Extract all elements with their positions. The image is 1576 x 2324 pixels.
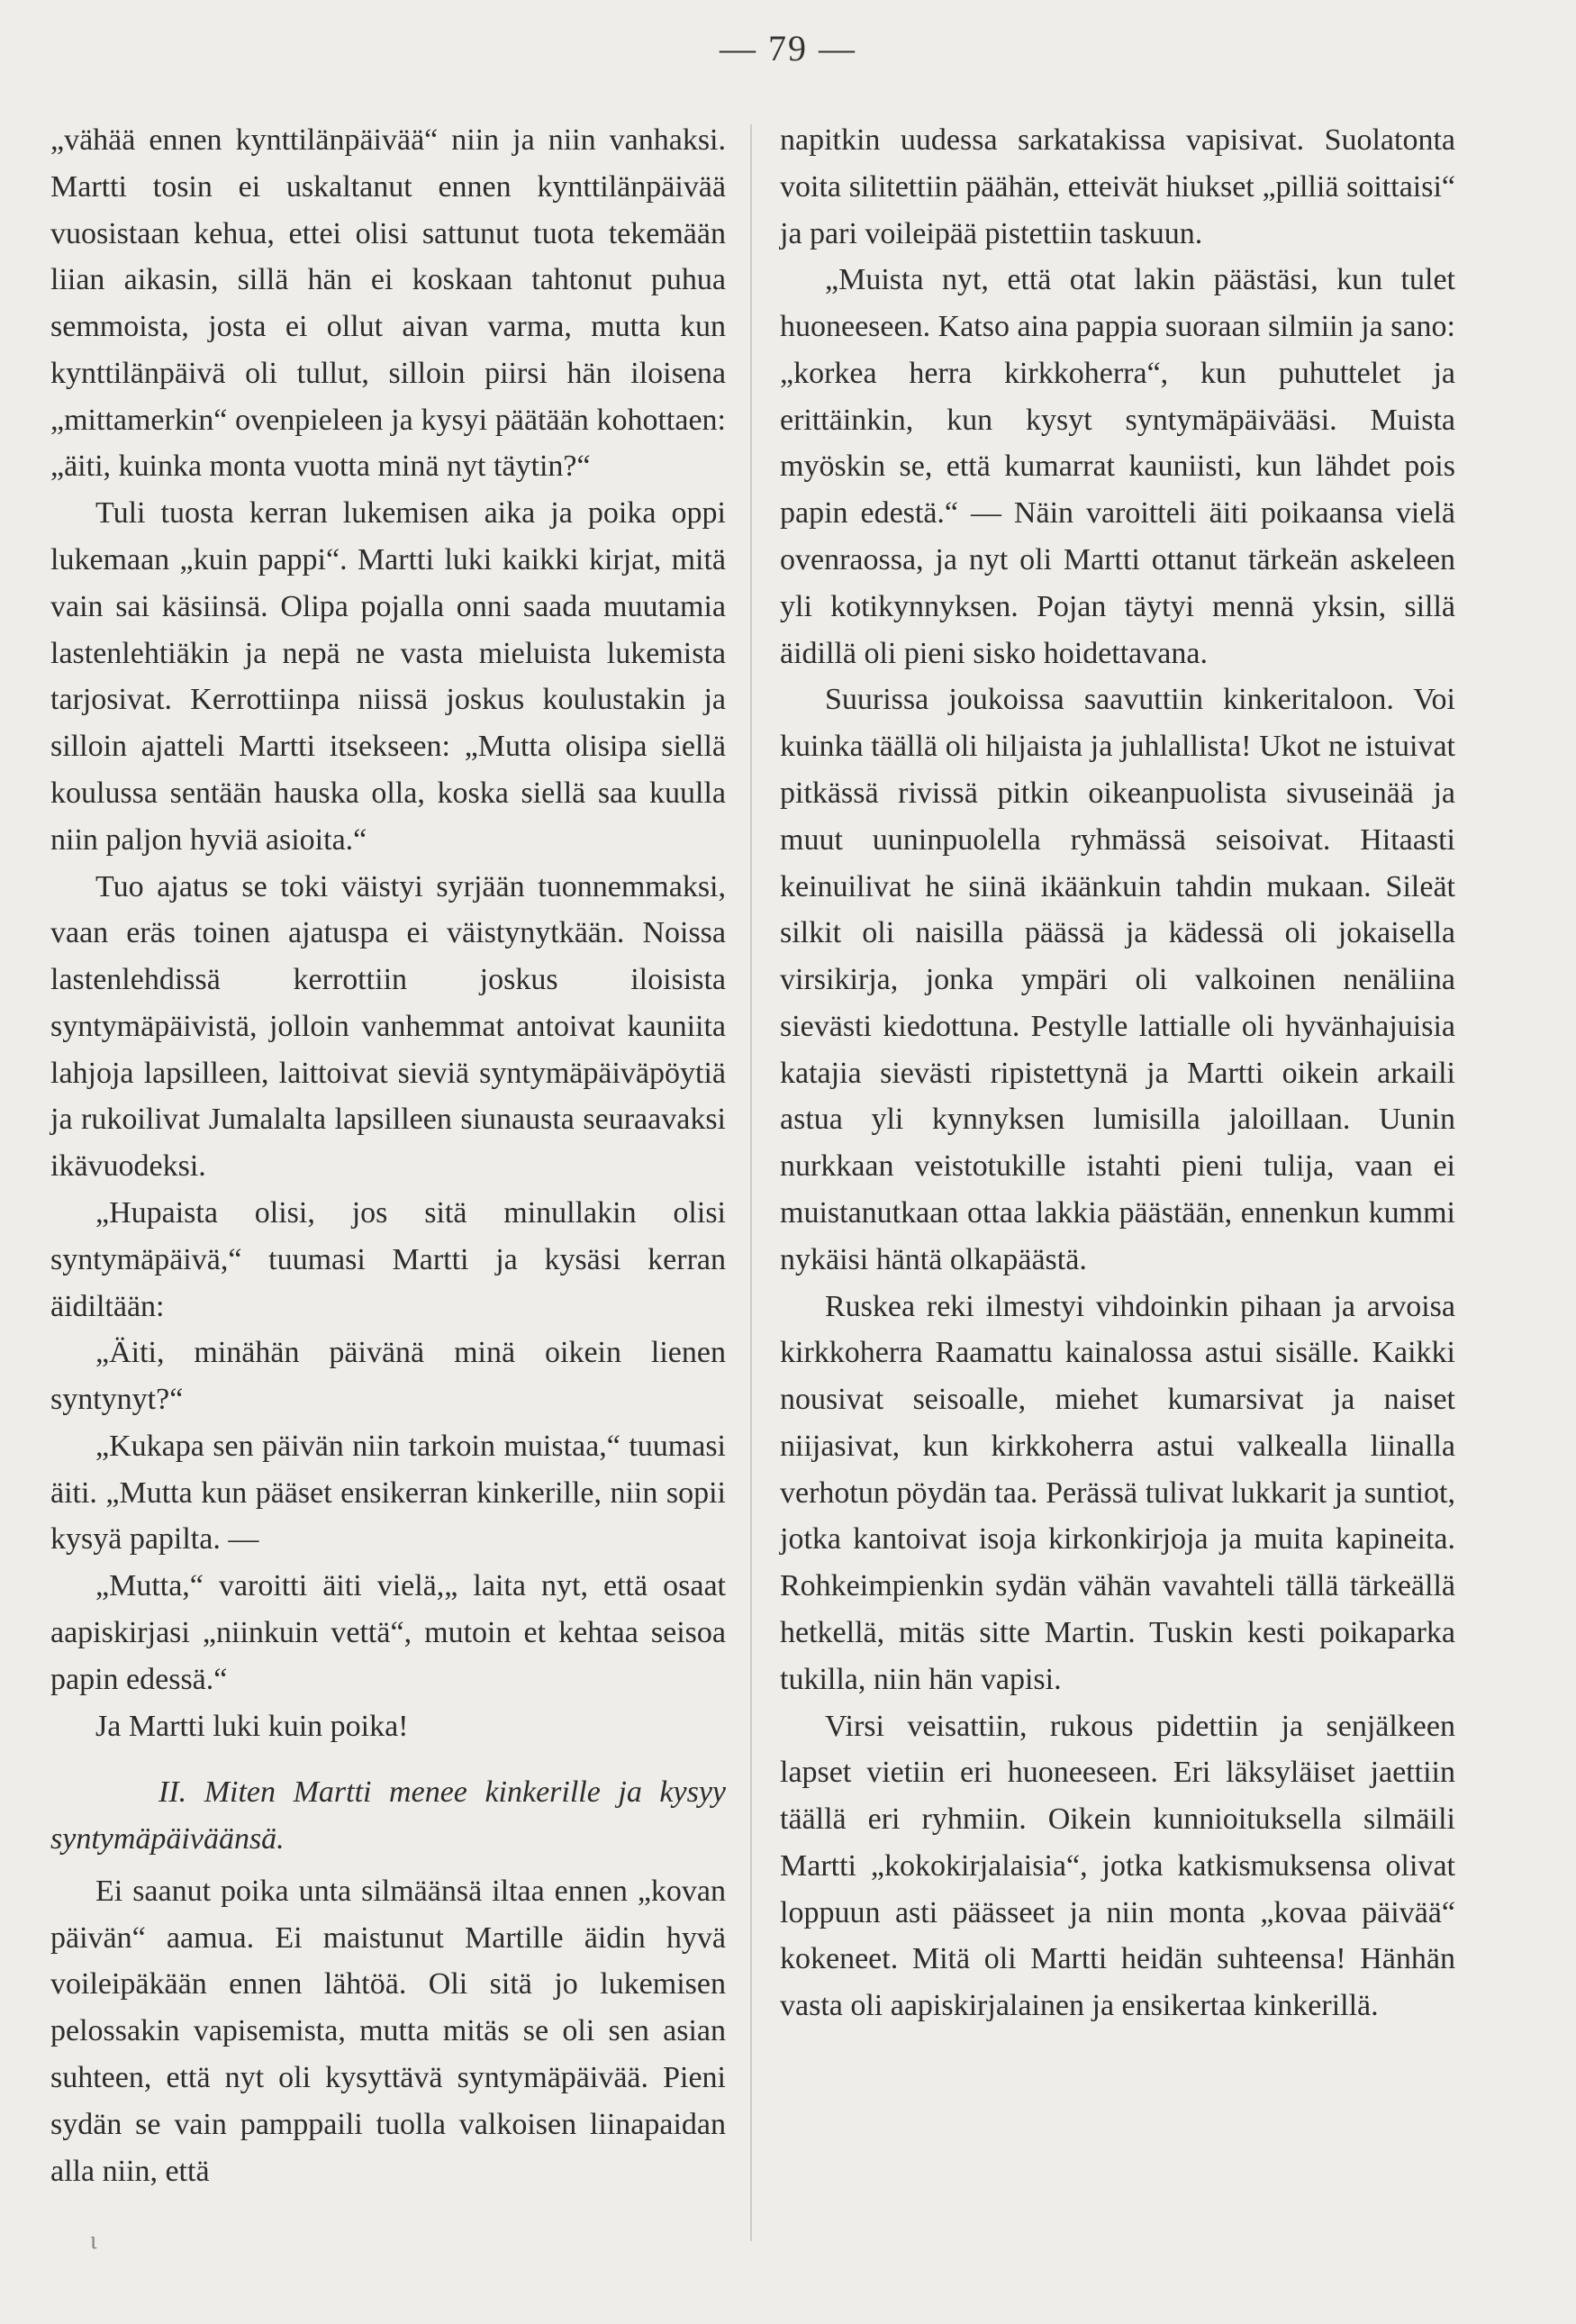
left-paragraph-1: „vähää ennen kynttilänpäivää“ niin ja niin vanhaksi. Martti tosin ei uskaltanut ennen kynttilänpäivää vuosistaan kehua, ettei olisi sattunut tuota tekemään liian aikasin, sillä hän ei koskaan tahtonut puhua semmoista, josta ei ollut aivan varma, mutta kun kynttilänpäivä oli tullut, silloin piirsi hän iloisena „mittamerkin“ ovenpieleen ja kysyi päätään kohottaen: „äiti, kuinka monta vuotta minä nyt täytin?“ (50, 123, 726, 484)
section-heading: II. Miten Martti menee kinkerille ja kysyy syntymäpäiväänsä. (50, 1775, 726, 1856)
page-number: — 79 — (720, 28, 856, 68)
right-paragraph-1: napitkin uudessa sarkatakissa vapisivat. Suolatonta voita silitettiin päähän, etteivät hiukset „pilliä soittaisi“ ja pari voileipää pistettiin taskuun. (780, 123, 1455, 250)
left-paragraph-7: „Mutta,“ varoitti äiti vielä,„ laita nyt, että osaat aapiskirjasi „niinkuin vettä“, mutoin et kehtaa seisoa papin edessä.“ (50, 1569, 726, 1696)
left-paragraph-3: Tuo ajatus se toki väistyi syrjään tuonnemmaksi, vaan eräs toinen ajatuspa ei väistynytkään. Noissa lastenlehdissä kerrottiin joskus iloisista syntymäpäivistä, jolloin vanhemmat antoivat kauniita lahjoja lapsilleen, laittoivat sieviä syntymäpäiväpöytiä ja rukoilivat Jumalalta lapsilleen siunausta seuraavaksi ikävuodeksi. (50, 869, 726, 1184)
right-paragraph-5: Virsi veisattiin, rukous pidettiin ja senjälkeen lapset vietiin eri huoneeseen. Eri läksyläiset jaettiin täällä eri ryhmiin. Oikein kunnioituksella silmäili Martti „kokokirjalaisia“, jotka katkismuksensa olivat loppuun asti päässeet ja niin monta „kovaa päivää“ kokeneet. Mitä oli Martti heidän suhteensa! Hänhän vasta oli aapiskirjalainen ja ensikertaa kinkerillä. (780, 1709, 1455, 2023)
left-paragraph-4: „Hupaista olisi, jos sitä minullakin olisi syntymäpäivä,“ tuumasi Martti ja kysäsi kerran äidiltään: (50, 1195, 726, 1323)
right-paragraph-4: Ruskea reki ilmestyi vihdoinkin pihaan ja arvoisa kirkkoherra Raamattu kainalossa astui sisälle. Kaikki nousivat seisoalle, miehet kumarsivat ja naiset niijasivat, kun kirkkoherra astui valkealla liinalla verhotun pöydän taa. Perässä tulivat lukkarit ja suntiot, jotka kantoivat isoja kirkonkirjoja ja muita kapineita. Rohkeimpienkin sydän vähän vavahteli tällä tärkeällä hetkellä, mitäs sitte Martin. Tuskin kesti poikaparka tukilla, niin hän vapisi. (780, 1289, 1455, 1696)
right-paragraph-2: „Muista nyt, että otat lakin päästäsi, kun tulet huoneeseen. Katso aina pappia suoraan silmiin ja sano: „korkea herra kirkkoherra“, kun puhuttelet ja erittäinkin, kun kysyt syntymäpäivääsi. Muista myöskin se, että kumarrat kauniisti, kun lähdet pois papin edestä.“ — Näin varoitteli äiti poikaansa vielä ovenraossa, ja nyt oli Martti ottanut tärkeän askeleen yli kotikynnyksen. Pojan täytyi mennä yksin, sillä äidillä oli pieni sisko hoidettavana. (780, 263, 1455, 670)
left-paragraph-6: „Kukapa sen päivän niin tarkoin muistaa,“ tuumasi äiti. „Mutta kun pääset ensikerran kinkerille, niin sopii kysyä papilta. — (50, 1429, 726, 1557)
right-paragraph-3: Suurissa joukoissa saavuttiin kinkeritaloon. Voi kuinka täällä oli hiljaista ja juhlallista! Ukot ne istuivat pitkässä rivissä pitkin oikeanpuolista sivuseinää ja muut uuninpuolella ryhmässä seisoivat. Hitaasti keinuilivat he siinä ikäänkuin tahdin mukaan. Sileät silkit oli naisilla päässä ja kädessä oli jokaisella virsikirja, jonka ympäri oli valkoinen nenäliina sievästi kiedottuna. Pestylle lattialle oli hyvänhajuisia katajia sievästi ripistettynä ja Martti oikein arkaili astua yli kynnyksen lumisilla jaloillaan. Uunin nurkkaan veistotukille istahti pieni tulija, vaan ei muistanutkaan ottaa lakkia päästään, ennenkun kummi nykäisi häntä olkapäästä. (780, 683, 1455, 1276)
column-divider (750, 124, 752, 2241)
right-column (780, 117, 1455, 2029)
left-paragraph-5: „Äiti, minähän päivänä minä oikein lienen syntynyt?“ (50, 1336, 726, 1417)
left-column (50, 117, 726, 2194)
left-paragraph-after-heading: Ei saanut poika unta silmäänsä iltaa ennen „kovan päivän“ aamua. Ei maistunut Martille äidin hyvä voileipäkään ennen lähtöä. Oli sitä jo lukemisen pelossakin vapisemista, mutta mitäs se oli sen asian suhteen, että nyt oli kysyttävä syntymäpäivää. Pieni sydän se vain pamppaili tuolla valkoisen liinapaidan alla niin, että (50, 1874, 726, 2188)
left-paragraph-2: Tuli tuosta kerran lukemisen aika ja poika oppi lukemaan „kuin pappi“. Martti luki kaikki kirjat, mitä vain sai käsiinsä. Olipa pojalla onni saada muutamia lastenlehtiäkin ja nepä ne vasta mieluista lukemista tarjosivat. Kerrottiinpa niissä joskus koulustakin ja silloin ajatteli Martti itsekseen: „Mutta olisipa siellä koulussa sentään hauska olla, koska siellä saa kuulla niin paljon hyviä asioita.“ (50, 496, 726, 857)
left-paragraph-8: Ja Martti luki kuin poika! (95, 1709, 409, 1743)
stray-ink-mark: ι (90, 2227, 97, 2255)
